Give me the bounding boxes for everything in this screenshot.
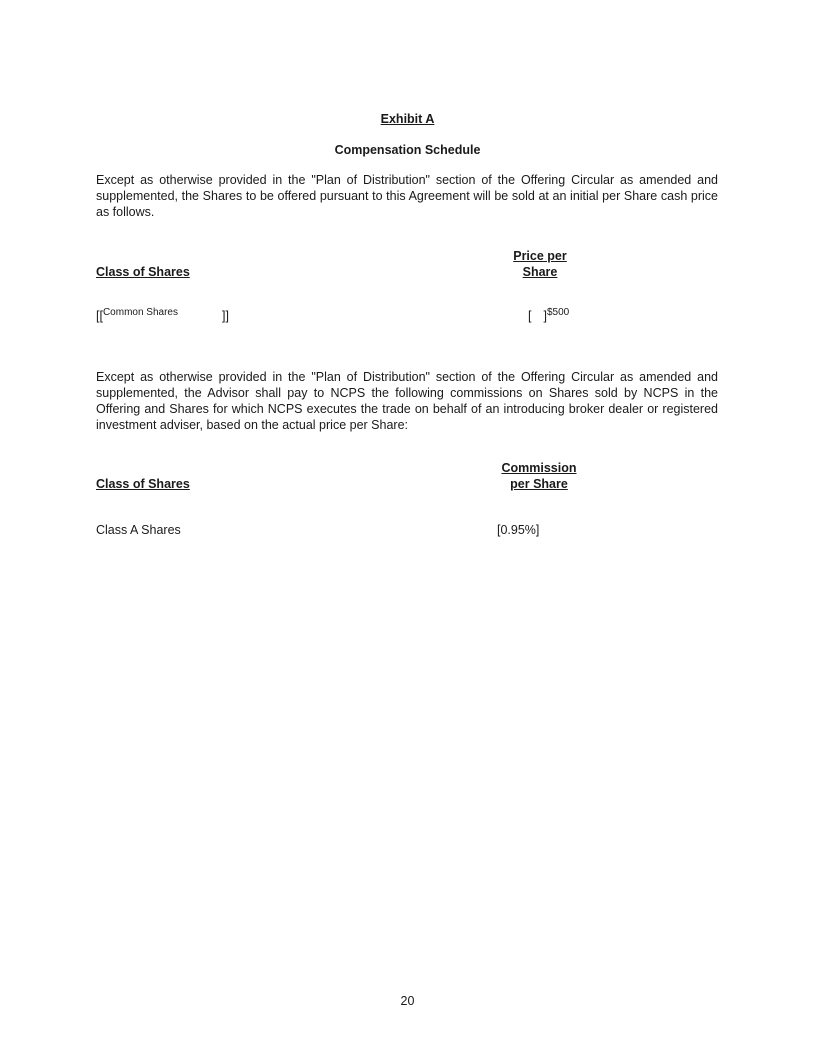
table2-header-commission-line1: Commission	[501, 461, 577, 475]
commission-paragraph: Except as otherwise provided in the "Plan of Distribution" section of the Offering Circular as amended and supplemented, the Advisor shall pay to NCPS the following commissions on Shares sold by NCPS in the Offering and Shares for which NCPS executes the trade on behalf of an introducing broker dealer or registered investment adviser, based on the actual price per Share:	[96, 370, 718, 432]
table2-header-commission	[484, 460, 594, 492]
table1-row-price	[528, 308, 569, 326]
page-number: 20	[400, 994, 415, 1008]
price-open-bracket: [	[528, 309, 532, 323]
class-name: Common Shares	[102, 307, 178, 318]
table1-header-price-line1: Price per	[513, 249, 567, 263]
table2-header-class: Class of Shares	[96, 477, 190, 491]
table2-header-commission-line2: per Share	[510, 477, 568, 491]
open-bracket: [[	[96, 309, 103, 323]
table2-row-class: Class A Shares	[96, 523, 181, 537]
table2-row-commission: [0.95%]	[497, 523, 540, 537]
exhibit-title: Exhibit A	[380, 112, 435, 126]
close-bracket: ]]	[221, 309, 229, 323]
intro-paragraph: Except as otherwise provided in the "Plan of Distribution" section of the Offering Circular as amended and supplemented, the Shares to be offered pursuant to this Agreement will be sold at an initial per Share cash price as follows.	[96, 173, 718, 219]
table1-header-price	[490, 248, 590, 280]
price-close-bracket: ]	[543, 309, 547, 323]
price-value: $500	[546, 307, 570, 318]
table1-header-price-line2: Share	[522, 265, 558, 279]
table1-row-class	[96, 308, 229, 326]
schedule-title: Compensation Schedule	[334, 143, 481, 157]
table1-header-class: Class of Shares	[96, 265, 190, 279]
